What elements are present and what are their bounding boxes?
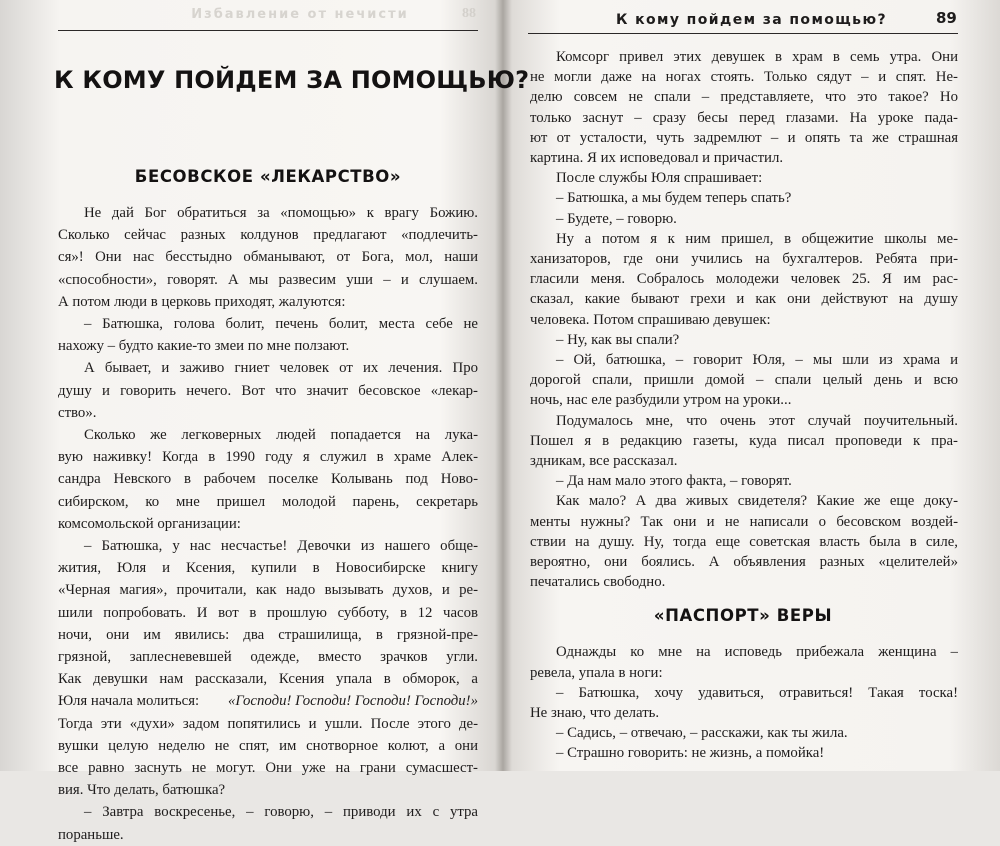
text-line: шили попробовать. И вот в прошлую субботу, в 12 часов — [58, 604, 478, 621]
text-line: А потом люди в церковь приходят, жалуются: — [58, 293, 346, 310]
text-line: Подумалось мне, что очень этот случай поучительный. — [556, 412, 958, 429]
text-line: ся»! Они нас бесстыдно обманывают, от Бога, мол, наши — [58, 249, 478, 266]
text-line: ют от усталости, чуть задремлют – и опять та же страшная — [530, 129, 958, 146]
text-line: Ну а потом я к ним пришел, в общежитие школы ме- — [556, 230, 958, 247]
text-line: «Черная магия», прочитали, как надо вызывать духов, и ре- — [58, 582, 478, 599]
text-line: Как мало? А два живых свидетеля? Какие же еще доку- — [556, 493, 958, 510]
text-line: – Ну, как вы спали? — [556, 331, 680, 348]
left-running-head: Избавление от нечисти — [191, 7, 409, 22]
text-line: человека. Потом спрашиваю девушек: — [530, 311, 771, 328]
text-line: вую наживку! Когда в 1990 году я служил в храме Алек- — [58, 449, 478, 466]
text-line: делю совсем не спали – представляете, что это такое? Но — [530, 89, 958, 106]
section-title: «ПАСПОРТ» ВЕРЫ — [653, 606, 833, 626]
text-line: – Страшно говорить: не жизнь, а помойка! — [556, 745, 825, 762]
text-line: душу и говорить нечего. Вот что значит бесовское «лекар- — [58, 382, 478, 399]
text-line: сандра Невского в рабочем поселке Колывань под Ново- — [58, 471, 478, 488]
text-line: ночь, нас еле разбудили утром на уроки... — [530, 392, 792, 409]
text-line: менты нужны? Так они и не написали о бесовском воздей- — [530, 513, 958, 530]
text-line: гласили меня. Собралось молодежи человек 25. Я им рас- — [530, 271, 958, 288]
text-line: печатались свободно. — [530, 574, 666, 591]
text-line: – Будете, – говорю. — [556, 210, 677, 227]
text-line: «способности», говорят. А мы развесим уши – и слушаем. — [58, 271, 478, 288]
text-line: вушки целую неделю не спят, им снотворное колют, а они — [58, 737, 478, 754]
text-line: ство». — [58, 404, 97, 421]
text-line: сибирском, ко мне пришел молодой парень, секретарь — [58, 493, 478, 510]
left-page-number: 88 — [462, 6, 476, 21]
text-line: только заснут – сразу бесы перед глазами. На уроке пада- — [530, 109, 958, 126]
text-line: картина. Я их исповедовал и причастил. — [530, 150, 784, 166]
text-line: Не дай Бог обратиться за «помощью» к врагу Божию. — [84, 205, 478, 221]
text-line: А бывает, и заживо гниет человек от их лечения. Про — [84, 360, 478, 377]
text-line: пораньше. — [58, 826, 124, 843]
section-title: БЕСОВСКОЕ «ЛЕКАРСТВО» — [134, 167, 402, 186]
text-line — [58, 690, 478, 712]
text-line: Не знаю, что делать. — [530, 705, 660, 721]
text-line: комсомольской организации: — [58, 515, 241, 532]
text-line: – Ой, батюшка, – говорит Юля, – мы шли из храма и — [556, 352, 958, 368]
chapter-title: К КОМУ ПОЙДЕМ ЗА ПОМОЩЬЮ? — [54, 66, 530, 94]
text-line: Комсорг привел этих девушек в храм в семь утра. Они — [556, 49, 958, 65]
header-rule — [528, 33, 958, 34]
text-line: Пошел я в редакцию газеты, куда писал проповеди к пра- — [530, 432, 958, 449]
text-line: – Садись, – отвечаю, – расскажи, как ты жила. — [556, 725, 848, 742]
text-line: дорогой спали, пришли домой – спали целый день и всю — [530, 372, 958, 389]
right-page-number: 89 — [936, 9, 957, 27]
text-line: вероятно, они боялись. А объявления разных «целителей» — [530, 554, 958, 570]
text-line: ханизаторов, где они учились на бухгалтеров. Ребята при- — [530, 251, 958, 267]
text-line: жития, Юля и Ксения, купили в Новосибирске книгу — [58, 560, 478, 577]
text-line: вия. Что делать, батюшка? — [58, 782, 226, 799]
text-line: сказал, какие бывают грехи и как они действуют на душу — [530, 291, 958, 308]
text-line: ночи, они им явились: два страшилища, в грязной-пре- — [58, 626, 478, 643]
text-line: – Завтра воскресенье, – говорю, – приводи их с утра — [84, 804, 478, 821]
text-line: – Батюшка, у нас несчастье! Девочки из нашего обще- — [84, 538, 478, 554]
text-line: Тогда эти «духи» задом попятились и ушли. После этого де- — [58, 715, 478, 732]
text-line: Сколько сейчас разных колдунов предлагают «подлечить- — [58, 227, 478, 244]
text-line: После службы Юля спрашивает: — [556, 170, 763, 187]
prayer-quote: «Господи! Господи! Господи! Господи!» — [227, 693, 478, 710]
text-line: не могли даже на ногах стоять. Только сядут – и спят. Не- — [530, 69, 958, 86]
text-line: Однажды ко мне на исповедь прибежала женщина – — [556, 644, 958, 661]
text-line: все равно заснуть не могут. Они уже на грани сумасшест- — [58, 760, 478, 776]
text-line: грязной, заплесневевшей одежде, вместо зрачков угли. — [58, 649, 478, 665]
text-line: – Да нам мало этого факта, – говорят. — [556, 473, 792, 490]
text-line: ревела, упала в ноги: — [530, 664, 663, 681]
text-segment: Юля начала молиться: — [58, 693, 200, 710]
text-line: – Батюшка, хочу удавиться, отравиться! Такая тоска! — [556, 684, 958, 701]
text-line: ствии на душу. Ну, тогда еще советская власть была в силе, — [530, 533, 958, 550]
header-rule — [58, 30, 478, 31]
text-line: здникам, все рассказал. — [530, 453, 678, 469]
text-line: Как девушки нам рассказали, Ксения упала в обморок, а — [58, 671, 478, 688]
right-page — [506, 0, 1000, 771]
text-line: нахожу – будто какие-то змеи по мне ползают. — [58, 338, 350, 355]
text-line: Сколько же легковерных людей попадается на лука- — [84, 427, 478, 443]
text-line: – Батюшка, голова болит, печень болит, места себе не — [84, 316, 478, 332]
text-line: – Батюшка, а мы будем теперь спать? — [556, 190, 792, 207]
right-running-head: К кому пойдем за помощью? — [616, 12, 887, 28]
